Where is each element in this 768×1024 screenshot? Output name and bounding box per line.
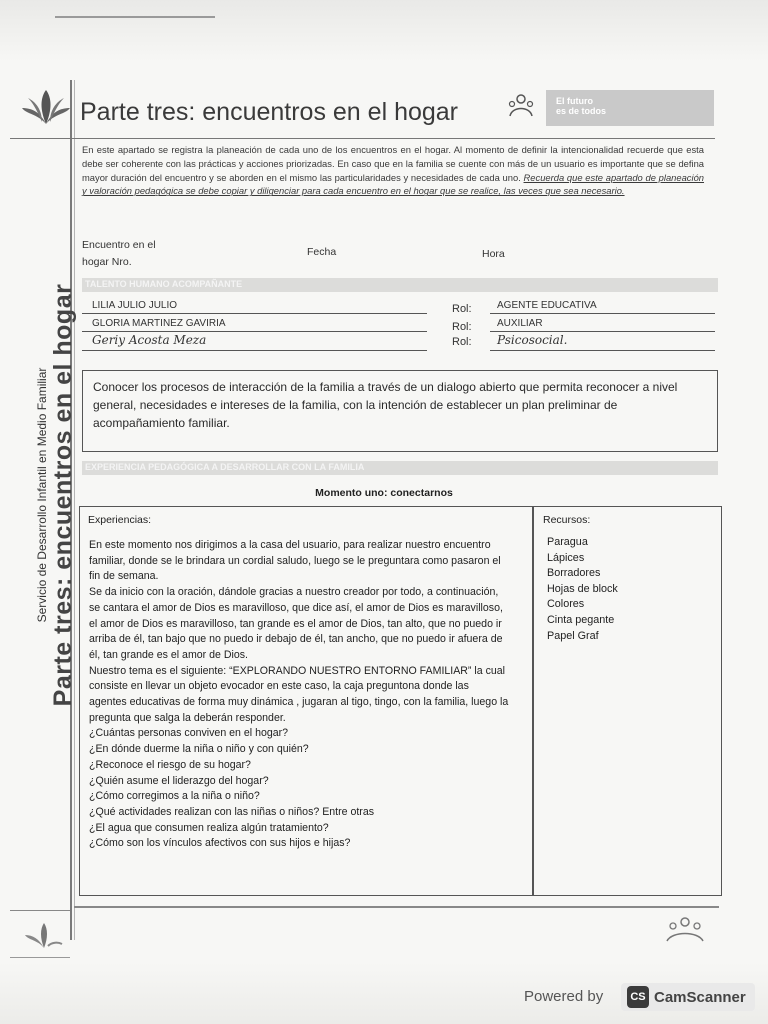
fecha-label: Fecha xyxy=(307,246,337,258)
list-item: Lápices xyxy=(547,551,585,564)
footer-rule xyxy=(74,906,719,908)
rol-value: AGENTE EDUCATIVA xyxy=(497,300,597,311)
rol-underline xyxy=(490,313,715,314)
paragraph: En este momento nos dirigimos a la casa del usuario, para realizar nuestro encuentro familiar, donde se le brindara un cordial saludo, luego se le preguntara como pasaron el fin de semana. xyxy=(89,539,501,583)
footer-rule-left-bottom xyxy=(10,957,70,958)
encuentro-label: Encuentro en el hogar Nro. xyxy=(82,239,156,268)
column-divider xyxy=(532,507,534,895)
rol-label: Rol: xyxy=(452,336,472,348)
camscanner-label: CamScanner xyxy=(654,989,746,1006)
question: ¿Cómo son los vínculos afectivos con sus hijos e hijas? xyxy=(89,837,351,850)
powered-by-text: Powered by xyxy=(524,988,604,1005)
hora-label: Hora xyxy=(482,248,505,260)
team-member-name: Geriy Acosta Meza xyxy=(92,333,207,347)
list-item: Borradores xyxy=(547,567,601,580)
page-title: Parte tres: encuentros en el hogar xyxy=(80,98,459,126)
question: ¿Reconoce el riesgo de su hogar? xyxy=(89,758,251,771)
camscanner-icon: CS xyxy=(627,986,649,1008)
rol-underline xyxy=(490,350,715,351)
family-emblem-icon xyxy=(664,915,706,943)
side-subtitle: Servicio de Desarrollo Infantil en Medio Familiar xyxy=(35,367,49,623)
name-underline xyxy=(82,313,427,314)
leaf-logo-icon xyxy=(22,920,66,950)
experience-band-label: EXPERIENCIA PEDAGÓGICA A DESARROLLAR CON LA FAMILIA xyxy=(85,462,365,472)
paragraph: Se da inicio con la oración, dándole gracias a nuestro creador por todo, a continuación, se cantara el amor de Dios es maravilloso, que dice así, el amor de Dios es maravilloso, el amor de Dios es maravilloso, tan grande es el amor de Dios, tan alto, que no puedo ir arriba de él, tan bajo que no puedo ir debajo de él, tan ancho, que no puedo ir afuera de él, tan grande es el amor de Dios. xyxy=(89,586,503,661)
list-item: Hojas de block xyxy=(547,582,618,595)
family-emblem-icon xyxy=(506,92,536,118)
brand-badge-text: El futuro es de todos xyxy=(556,96,607,116)
question: ¿En dónde duerme la niña o niño y con quién? xyxy=(89,743,309,756)
rol-value: AUXILIAR xyxy=(497,318,543,329)
name-underline xyxy=(82,350,427,351)
question: ¿El agua que consumen realiza algún tratamiento? xyxy=(89,821,329,834)
experience-body xyxy=(89,538,509,852)
rol-label: Rol: xyxy=(452,303,472,315)
list-item: Papel Graf xyxy=(547,629,599,642)
experiencias-label: Experiencias: xyxy=(88,514,152,526)
list-item: Colores xyxy=(547,598,585,611)
rol-value: Psicosocial. xyxy=(497,333,568,347)
team-member-name: GLORIA MARTINEZ GAVIRIA xyxy=(92,318,226,329)
intro-note: Recuerda que este apartado de planeación y valoración pedagógica se debe copiar y diligenciar para cada encuentro en el hogar que se realice, las veces que sea necesario. xyxy=(82,171,705,197)
list-item: Cinta pegante xyxy=(547,613,615,626)
rol-label: Rol: xyxy=(452,321,472,333)
header-rule xyxy=(10,138,715,139)
question: ¿Qué actividades realizan con las niñas o niños? Entre otras xyxy=(89,805,375,818)
recursos-list xyxy=(547,535,618,644)
side-title: Parte tres: encuentros en el hogar xyxy=(49,283,77,707)
team-band-label: TALENTO HUMANO ACOMPAÑANTE xyxy=(85,279,243,289)
list-item: Paragua xyxy=(547,536,588,548)
question: ¿Cómo corregimos a la niña o niño? xyxy=(89,790,260,803)
top-rule xyxy=(55,16,215,18)
question: ¿Cuántas personas conviven en el hogar? xyxy=(89,727,289,740)
footer-rule-left xyxy=(10,910,70,911)
leaf-logo-icon xyxy=(18,88,74,128)
purpose-text: Conocer los procesos de interacción de la familia a través de un dialogo abierto que permita reconocer a nivel general, necesidades e intereses de la familia, con la intención de establecer un plan preliminar de acompañamiento familiar. xyxy=(93,380,678,430)
question: ¿Quién asume el liderazgo del hogar? xyxy=(89,774,269,787)
moment-title: Momento uno: conectarnos xyxy=(315,487,453,499)
recursos-label: Recursos: xyxy=(543,514,591,526)
intro-paragraph: En este apartado se registra la planeación de cada uno de los encuentros en el hogar. Al momento de definir la intencionalidad recuerde que esta debe ser coherente con las prácticas y acciones priorizadas. En caso que en la familia se cuente con más de un usuario es importante que se defina mayor duración del encuentro y se aborden en el mismo las particularidades y necesidades de cada uno. Recuerda que este apartado de planeación y valoración pedagógica se debe copiar y diligenciar para cada encuentro en el hogar que se realice, las veces que sea necesario. xyxy=(82,144,705,197)
rol-underline xyxy=(490,331,715,332)
team-member-name: LILIA JULIO JULIO xyxy=(92,300,178,311)
name-underline xyxy=(82,331,427,332)
paragraph: Nuestro tema es el siguiente: “EXPLORANDO NUESTRO ENTORNO FAMILIAR” la cual consiste en llevar un objeto evocador en este caso, la caja preguntona donde las agentes educativas de forma muy dinámica , jugaran al tigo, tingo, con la familia, luego la pregunta que salga la deberán responder. xyxy=(89,664,509,724)
